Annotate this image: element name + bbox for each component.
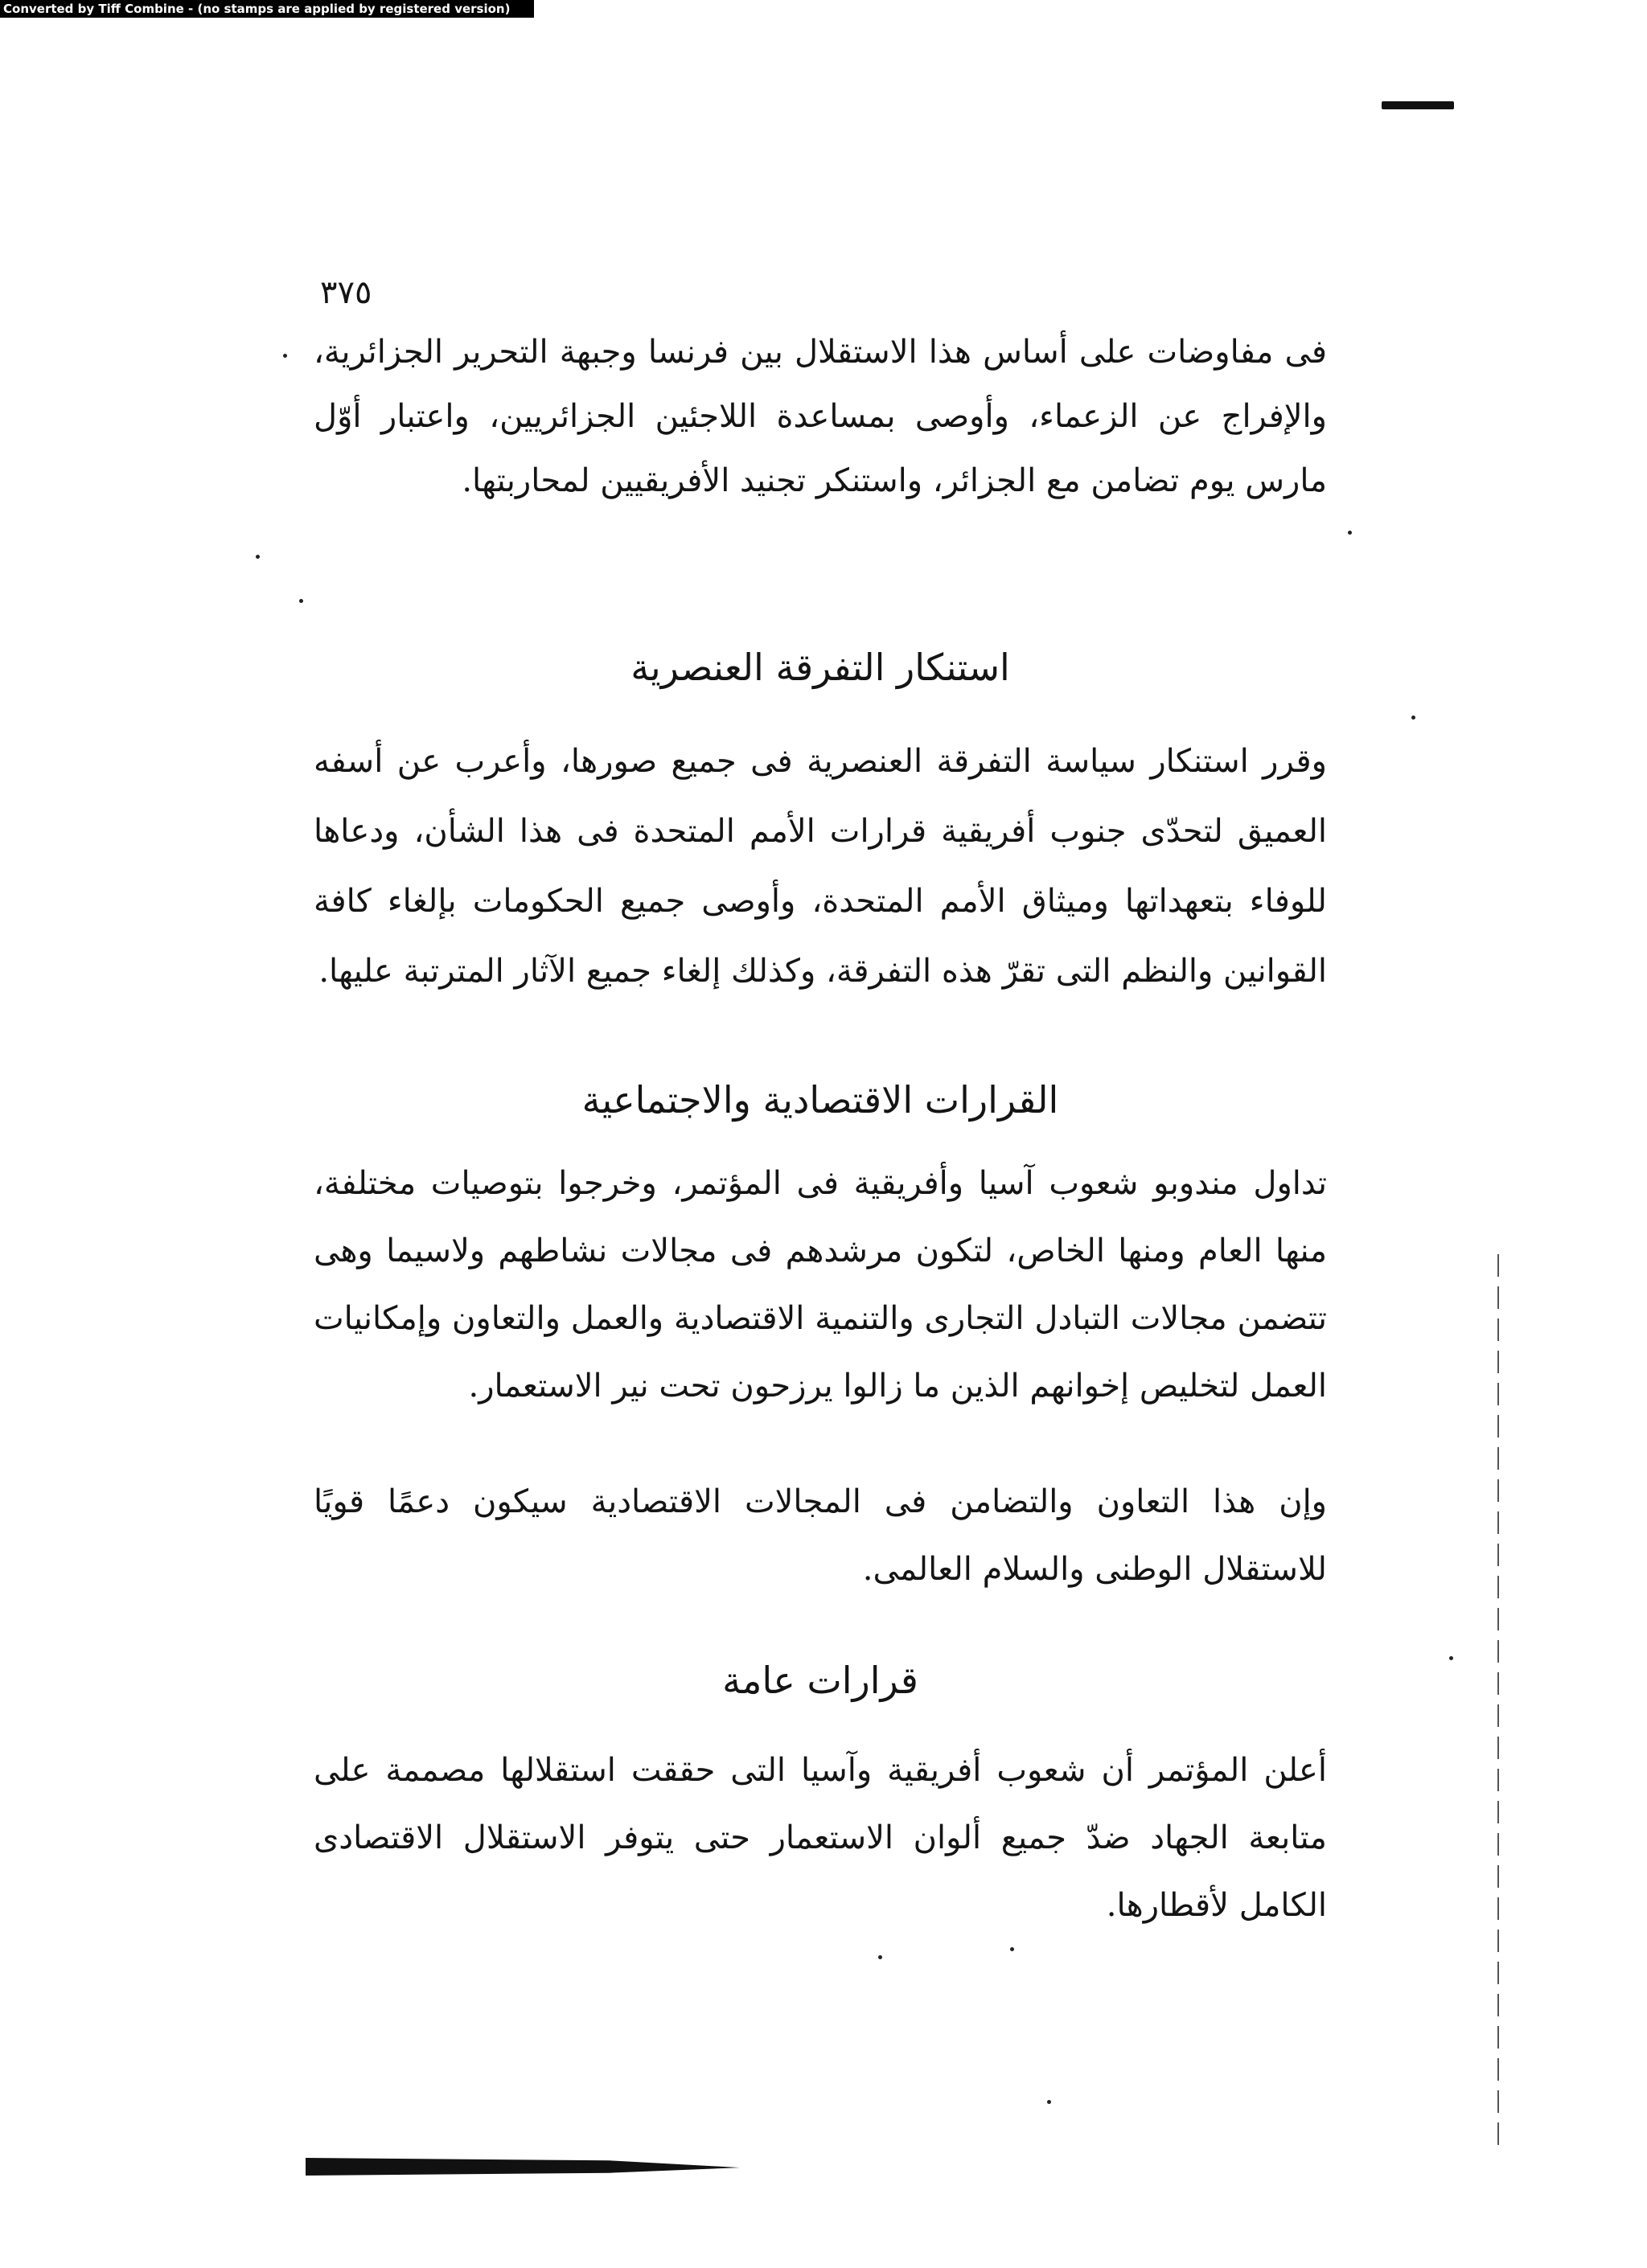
heading-economic-social-resolutions: القرارات الاقتصادية والاجتماعية — [581, 1078, 1059, 1122]
scan-speck — [256, 555, 260, 559]
scan-speck — [1010, 1947, 1014, 1951]
scan-speck — [1449, 1656, 1453, 1660]
racial-discrimination-paragraph: وقرر استنكار سياسة التفرقة العنصرية فى جميع صورها، وأعرب عن أسفه العميق لتحدّى جنوب أفريقية قرارات الأمم المتحدة فى هذا الشأن، ودعاها للوفاء بتعهداتها وميثاق الأمم المتحدة، وأوصى جميع الحكومات بإلغاء كافة القوانين والنظم التى تقرّ هذه التفرقة، وكذلك إلغاء جميع الآثار المترتبة عليها. — [314, 743, 1327, 990]
racial-discrimination-section — [314, 727, 1327, 1007]
top-edge-rule — [1382, 101, 1454, 109]
scan-speck — [1047, 2100, 1051, 2104]
economic-social-paragraph-1: تداول مندوبو شعوب آسيا وأفريقية فى المؤتمر، وخرجوا بتوصيات مختلفة، منها العام ومنها الخاص، لتكون مرشدهم فى مجالات نشاطهم ولاسيما وهى تتضمن مجالات التبادل التجارى والتنمية الاقتصادية والعمل والتعاون وإمكانيات العمل لتخليص إخوانهم الذين ما زالوا يرزحون تحت نير الاستعمار. — [314, 1165, 1327, 1405]
scan-speck — [283, 354, 287, 358]
economic-social-paragraph-2: وإن هذا التعاون والتضامن فى المجالات الاقتصادية سيكون دعمًا قويًا للاستقلال الوطنى والسلام العالمى. — [314, 1483, 1327, 1588]
general-resolutions-paragraph: أعلن المؤتمر أن شعوب أفريقية وآسيا التى حققت استقلالها مصممة على متابعة الجهاد ضدّ جميع ألوان الاستعمار حتى يتوفر الاستقلال الاقتصادى الكامل لأقطارها. — [314, 1752, 1327, 1924]
bottom-edge-rule — [306, 2158, 740, 2176]
converter-banner: Converted by Tiff Combine - (no stamps are applied by registered version) — [0, 0, 534, 18]
scan-margin-line — [1497, 1254, 1499, 2155]
intro-paragraph: فى مفاوضات على أساس هذا الاستقلال بين فرنسا وجبهة التحرير الجزائرية، والإفراج عن الزعماء، وأوصى بمساعدة اللاجئين الجزائريين، واعتبار أوّل مارس يوم تضامن مع الجزائر، واستنكر تجنيد الأفريقيين لمحاربتها. — [314, 334, 1327, 499]
scan-speck — [1348, 531, 1352, 535]
page-number: ٣٧٥ — [320, 274, 372, 311]
scan-speck — [1411, 716, 1415, 720]
heading-racial-discrimination: استنكار التفرقة العنصرية — [630, 646, 1010, 689]
scan-speck — [878, 1955, 882, 1959]
intro-section — [314, 320, 1327, 513]
economic-social-section — [314, 1150, 1327, 1603]
heading-general-resolutions: قرارات عامة — [722, 1659, 918, 1702]
scan-speck — [299, 599, 303, 603]
general-resolutions-section — [314, 1737, 1327, 1939]
